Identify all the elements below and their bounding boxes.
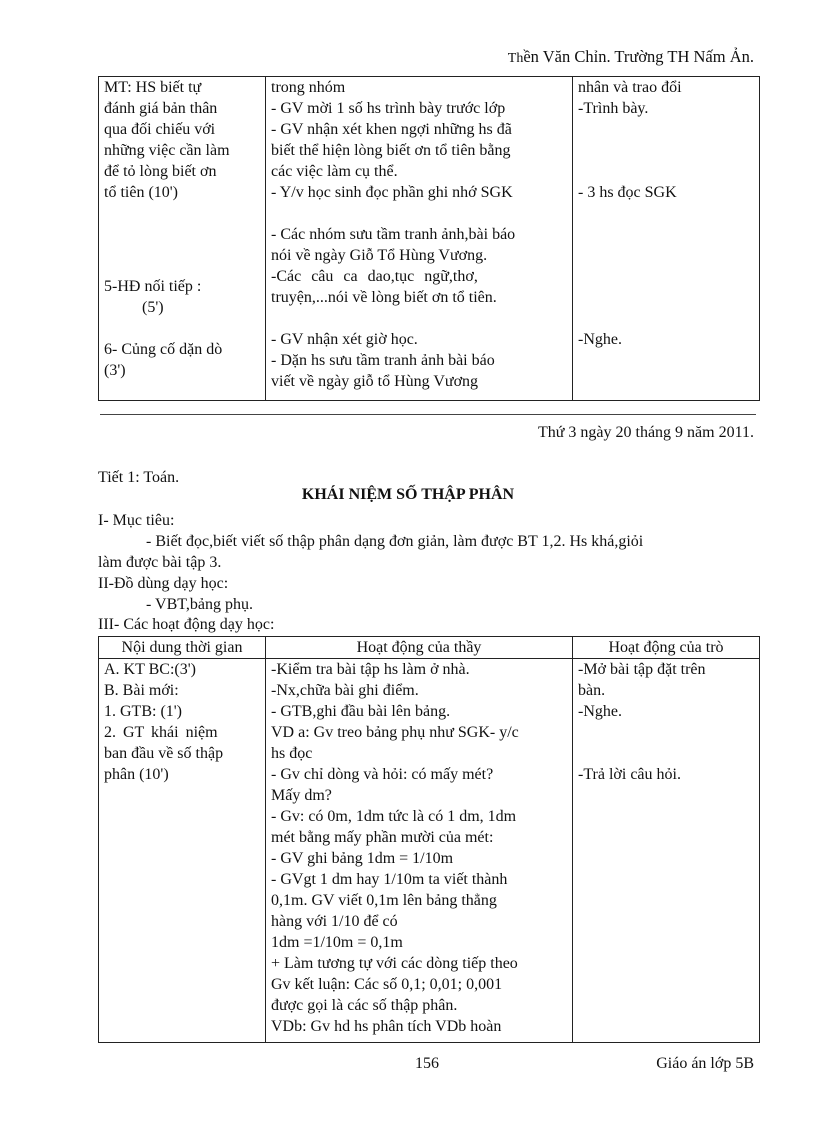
table1-student-column <box>573 77 760 401</box>
table2-student-column <box>573 659 760 1043</box>
table1-col1-line: để tỏ lòng biết ơn <box>104 163 217 180</box>
table1-col2-line: - Các nhóm sưu tầm tranh ảnh,bài báo <box>271 226 516 243</box>
table2-col2-line: hs đọc <box>271 745 313 762</box>
objectives-heading: I- Mục tiêu: <box>98 512 175 529</box>
table1-col2-line: - GV nhận xét giờ học. <box>271 331 418 348</box>
page-header <box>508 47 754 67</box>
table2-col2-line: VDb: Gv hd hs phân tích VDb hoàn <box>271 1018 502 1035</box>
table1-col1-line: đánh giá bản thân <box>104 100 218 117</box>
table2-header-cell: Hoạt động của thầy <box>266 637 573 659</box>
table1-col1-line: qua đối chiếu với <box>104 121 216 138</box>
section-divider <box>100 414 756 415</box>
table1-col2-line: - Y/v học sinh đọc phần ghi nhớ SGK <box>271 184 513 201</box>
table2-col2-line: Gv kết luận: Các số 0,1; 0,01; 0,001 <box>271 976 503 993</box>
table1-col2-line: trong nhóm <box>271 79 346 96</box>
table2-col1-line: B. Bài mới: <box>104 682 179 699</box>
objectives-line: - Biết đọc,biết viết số thập phân dạng đơn giản, làm được BT 1,2. Hs khá,giỏi <box>146 533 644 550</box>
table1-col2-line: truyện,...nói về lòng biết ơn tổ tiên. <box>271 289 497 306</box>
lesson-label: Tiết 1: Toán. <box>98 469 180 486</box>
table1-teacher-column <box>266 77 573 401</box>
activities-table <box>98 636 760 1043</box>
table2-content-column <box>99 659 266 1043</box>
table1-col3-line: -Trình bày. <box>578 100 649 117</box>
table1-col2-line: viết về ngày giỗ tổ Hùng Vương <box>271 373 479 390</box>
lesson-date: Thứ 3 ngày 20 tháng 9 năm 2011. <box>537 424 754 441</box>
table2-col2-line: - Gv chỉ dòng và hỏi: có mấy mét? <box>271 766 494 783</box>
table2-col3-line: -Mở bài tập đặt trên <box>578 661 706 678</box>
table1-col3-line: -Nghe. <box>578 331 622 348</box>
table2-col2-line: 0,1m. GV viết 0,1m lên bảng thẳng <box>271 892 497 909</box>
header-author-school: ền Văn Chỉn. Trường TH Nấm Ản. <box>523 47 754 66</box>
table2-teacher-column <box>266 659 573 1043</box>
table2-col2-line: -Kiểm tra bài tập hs làm ở nhà. <box>271 661 470 678</box>
table2-col2-line: - Gv: có 0m, 1dm tức là có 1 dm, 1dm <box>271 808 517 825</box>
table2-col2-line: - GTB,ghi đầu bài lên bảng. <box>271 703 451 720</box>
table1-col2-line: nói về ngày Giỗ Tổ Hùng Vương. <box>271 247 488 264</box>
table2-col2-line: - GVgt 1 dm hay 1/10m ta viết thành <box>271 871 508 888</box>
table1-col2-line: biết thể hiện lòng biết ơn tổ tiên bằng <box>271 142 511 159</box>
table1-col3-line: nhân và trao đổi <box>578 79 682 96</box>
table1-col1-line: tổ tiên (10') <box>104 184 178 201</box>
header-prefix: Th <box>507 51 524 66</box>
materials-heading: II-Đồ dùng dạy học: <box>98 575 229 592</box>
table2-header-cell: Hoạt động của trò <box>573 637 760 659</box>
table2-col2-line: -Nx,chữa bài ghi điểm. <box>271 682 419 699</box>
table2-header-cell: Nội dung thời gian <box>99 637 266 659</box>
table2-col2-line: hàng với 1/10 để có <box>271 913 398 930</box>
table2-col3-line: -Nghe. <box>578 703 622 720</box>
table1-col2-line: - Dặn hs sưu tầm tranh ảnh bài báo <box>271 352 495 369</box>
table1-col3-line: - 3 hs đọc SGK <box>578 184 677 201</box>
table1-col2-line: - GV nhận xét khen ngợi những hs đã <box>271 121 512 138</box>
lesson-table-continued <box>98 76 760 401</box>
table2-col3-line: -Trả lời câu hỏi. <box>578 766 681 783</box>
table2-col1-line: 1. GTB: (1') <box>104 703 182 720</box>
table2-col3-line: bàn. <box>578 682 606 699</box>
footer-class-label: Giáo án lớp 5B <box>656 1055 754 1072</box>
table1-col2-line: các việc làm cụ thể. <box>271 163 398 180</box>
table2-col1-line: phân (10') <box>104 766 169 783</box>
table1-col1-line: những việc cần làm <box>104 142 230 159</box>
table1-col1-line: 5-HĐ nối tiếp : <box>104 278 202 295</box>
activities-heading: III- Các hoạt động dạy học: <box>98 616 275 633</box>
table2-col2-line: + Làm tương tự với các dòng tiếp theo <box>271 955 518 972</box>
lesson-title: KHÁI NIỆM SỐ THẬP PHÂN <box>301 486 515 503</box>
page-number: 156 <box>415 1055 439 1072</box>
table2-col2-line: 1dm =1/10m = 0,1m <box>271 934 403 951</box>
table2-col2-line: VD a: Gv treo bảng phụ như SGK- y/c <box>271 724 519 741</box>
objectives-line: làm được bài tập 3. <box>98 554 222 571</box>
table2-col1-line: 2. GT khái niệm <box>104 724 218 741</box>
table2-col2-line: Mấy dm? <box>271 787 332 804</box>
table1-col1-line: MT: HS biết tự <box>104 79 202 96</box>
table1-content-column <box>99 77 266 401</box>
table1-col1-line: (3') <box>104 362 126 379</box>
table2-col1-line: A. KT BC:(3') <box>104 661 196 678</box>
table1-col1-line: 6- Củng cố dặn dò <box>104 341 223 358</box>
table2-col1-line: ban đầu về số thập <box>104 745 224 762</box>
table2-col2-line: mét bằng mấy phần mười của mét: <box>271 829 494 846</box>
table1-col2-line: - GV mời 1 số hs trình bày trước lớp <box>271 100 506 117</box>
table1-col1-line: (5') <box>142 299 164 316</box>
table2-col2-line: được gọi là các số thập phân. <box>271 997 458 1014</box>
materials-text: - VBT,bảng phụ. <box>146 596 253 613</box>
table1-col2-line: -Các câu ca dao,tục ngữ,thơ, <box>271 268 478 285</box>
table2-col2-line: - GV ghi bảng 1dm = 1/10m <box>271 850 454 867</box>
